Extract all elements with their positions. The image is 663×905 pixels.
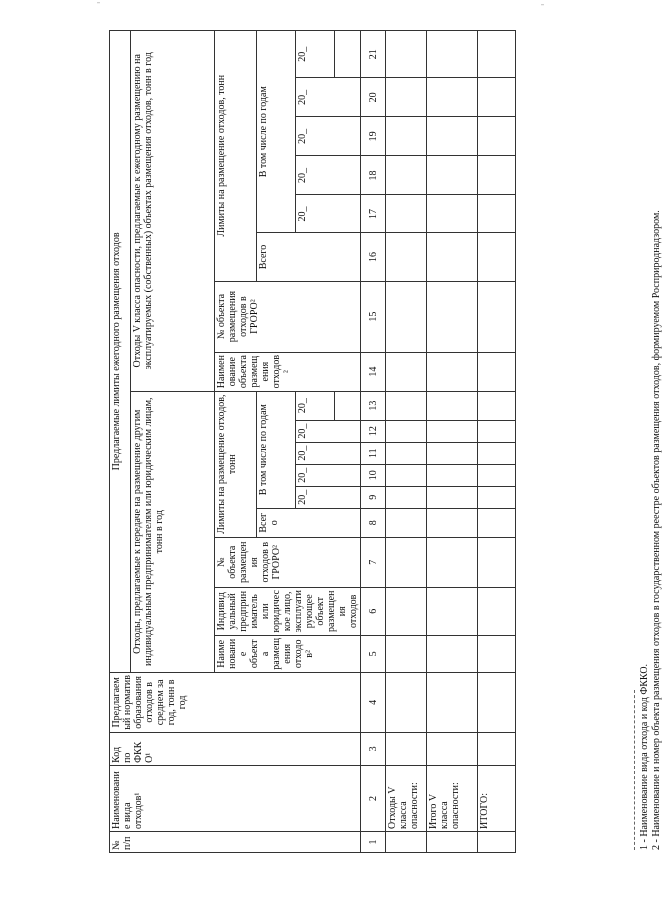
table-cell [427, 537, 478, 587]
empty-cell [335, 31, 361, 78]
row-label: ИТОГО: [478, 765, 516, 831]
table-cell [386, 486, 427, 508]
table-cell [386, 635, 427, 672]
table-cell [386, 156, 427, 195]
table-cell [427, 508, 478, 537]
table-cell [386, 464, 427, 486]
table-cell [478, 508, 516, 537]
table-cell [427, 31, 478, 78]
column-number: 6 [361, 587, 386, 635]
table-cell [427, 587, 478, 635]
table-cell [386, 117, 427, 156]
header-own-total: Всего [257, 233, 361, 281]
header-year: 20_ [296, 442, 361, 464]
header-year: 20_ [296, 31, 335, 78]
table-cell [386, 420, 427, 442]
header-transfer-limits: Лимиты на размещение отходов, тонн [215, 391, 257, 537]
header-year: 20_ [296, 464, 361, 486]
rotated-page [109, 30, 662, 853]
column-number: 19 [361, 117, 386, 156]
header-object-number: № объекта размещения отходов в ГРОРО² [215, 537, 361, 587]
table-cell [427, 464, 478, 486]
header-own-object-name: Наименование объекта размещения отходов² [215, 352, 361, 391]
empty-cell [335, 391, 361, 420]
column-number: 9 [361, 486, 386, 508]
waste-limits-table [109, 30, 516, 853]
header-year: 20_ [296, 195, 361, 233]
header-own-by-years: В том числе по годам [257, 31, 296, 233]
table-cell [386, 78, 427, 117]
header-transfer-total: Всего [257, 508, 361, 537]
header-year: 20_ [296, 117, 361, 156]
column-number: 7 [361, 537, 386, 587]
table-cell [478, 420, 516, 442]
footnote-2: 2 - Наименование и номер объекта размещения отходов в государственном реестре объектов размещения отходов, формируемом Росприроднадзором. [651, 210, 662, 850]
table-cell [386, 233, 427, 281]
table-cell [478, 732, 516, 765]
header-year: 20_ [296, 78, 361, 117]
column-number: 14 [361, 352, 386, 391]
column-number: 3 [361, 732, 386, 765]
table-cell [427, 352, 478, 391]
table-cell [386, 281, 427, 352]
table-cell [478, 831, 516, 852]
column-number: 12 [361, 420, 386, 442]
column-number: 20 [361, 78, 386, 117]
table-cell [478, 391, 516, 420]
header-transfer-group: Отходы, предлагаемые к передаче на размещение другим индивидуальным предпринимателям или юридическим лицам, тонн в год [131, 391, 215, 672]
header-year: 20_ [296, 391, 335, 420]
table-cell [427, 672, 478, 732]
column-number: 5 [361, 635, 386, 672]
column-number: 18 [361, 156, 386, 195]
table-cell [386, 508, 427, 537]
table-cell [478, 352, 516, 391]
table-cell [478, 587, 516, 635]
header-entrepreneur: Индивидуальный предприниматель или юридическое лицо, эксплуатирующее объект размещения отходов [215, 587, 361, 635]
table-cell [427, 156, 478, 195]
table-cell [386, 352, 427, 391]
table-cell [478, 195, 516, 233]
table-cell [478, 635, 516, 672]
header-fkko: Код по ФККО¹ [110, 732, 361, 765]
column-number: 4 [361, 672, 386, 732]
scan-mark: ˉ [96, 2, 101, 13]
table-cell [427, 281, 478, 352]
scan-mark: ˉ [540, 4, 545, 15]
table-cell [478, 233, 516, 281]
header-own-object-number: № объекта размещения отходов в ГРОРО² [215, 281, 361, 352]
table-cell [427, 486, 478, 508]
header-year: 20_ [296, 486, 361, 508]
header-object-name: Наименование объекта размещения отходов² [215, 635, 361, 672]
table-cell [478, 31, 516, 78]
table-cell [427, 195, 478, 233]
column-number: 2 [361, 765, 386, 831]
column-number: 16 [361, 233, 386, 281]
table-cell [386, 442, 427, 464]
table-cell [478, 537, 516, 587]
table-cell [386, 195, 427, 233]
table-cell [386, 732, 427, 765]
table-cell [386, 537, 427, 587]
table-cell [427, 442, 478, 464]
table-cell [478, 442, 516, 464]
footnotes [634, 70, 663, 850]
column-number: 21 [361, 31, 386, 78]
row-label: Отходы V класса опасности: [386, 765, 427, 831]
header-year: 20_ [296, 420, 361, 442]
column-number: 1 [361, 831, 386, 852]
column-number: 11 [361, 442, 386, 464]
table-cell [427, 732, 478, 765]
header-no: № п/п [110, 831, 361, 852]
column-number: 10 [361, 464, 386, 486]
column-number: 13 [361, 391, 386, 420]
header-waste-name: Наименование вида отходов¹ [110, 765, 361, 831]
row-label: Итого V класса опасности: [427, 765, 478, 831]
table-cell [386, 391, 427, 420]
table-cell [478, 672, 516, 732]
table-cell [478, 281, 516, 352]
header-year: 20_ [296, 156, 361, 195]
table-cell [478, 486, 516, 508]
table-cell [427, 117, 478, 156]
table-cell [478, 117, 516, 156]
table-cell [427, 391, 478, 420]
header-transfer-by-years: В том числе по годам [257, 391, 296, 508]
table-cell [478, 464, 516, 486]
table-cell [427, 233, 478, 281]
table-cell [427, 78, 478, 117]
table-cell [478, 156, 516, 195]
footnote-separator [634, 690, 635, 850]
table-cell [427, 420, 478, 442]
column-number: 17 [361, 195, 386, 233]
header-own-group: Отходы V класса опасности, предлагаемые к ежегодному размещению на эксплуатируемых (собственных) объектах размещения отходов, тонн в год [131, 31, 215, 392]
table-cell [478, 78, 516, 117]
table-cell [386, 31, 427, 78]
table-cell [427, 635, 478, 672]
table-cell [427, 831, 478, 852]
column-number: 8 [361, 508, 386, 537]
table-cell [386, 587, 427, 635]
header-limits-group: Предлагаемые лимиты ежегодного размещения отходов [110, 31, 131, 673]
header-own-limits: Лимиты на размещение отходов, тонн [215, 31, 257, 282]
table-cell [386, 672, 427, 732]
column-number: 15 [361, 281, 386, 352]
header-norm: Предлагаемый норматив образования отходов в среднем за год, тонн в год [110, 672, 361, 732]
footnote-1: 1 - Наименование вида отхода и код ФККО. [639, 663, 650, 850]
table-cell [386, 831, 427, 852]
